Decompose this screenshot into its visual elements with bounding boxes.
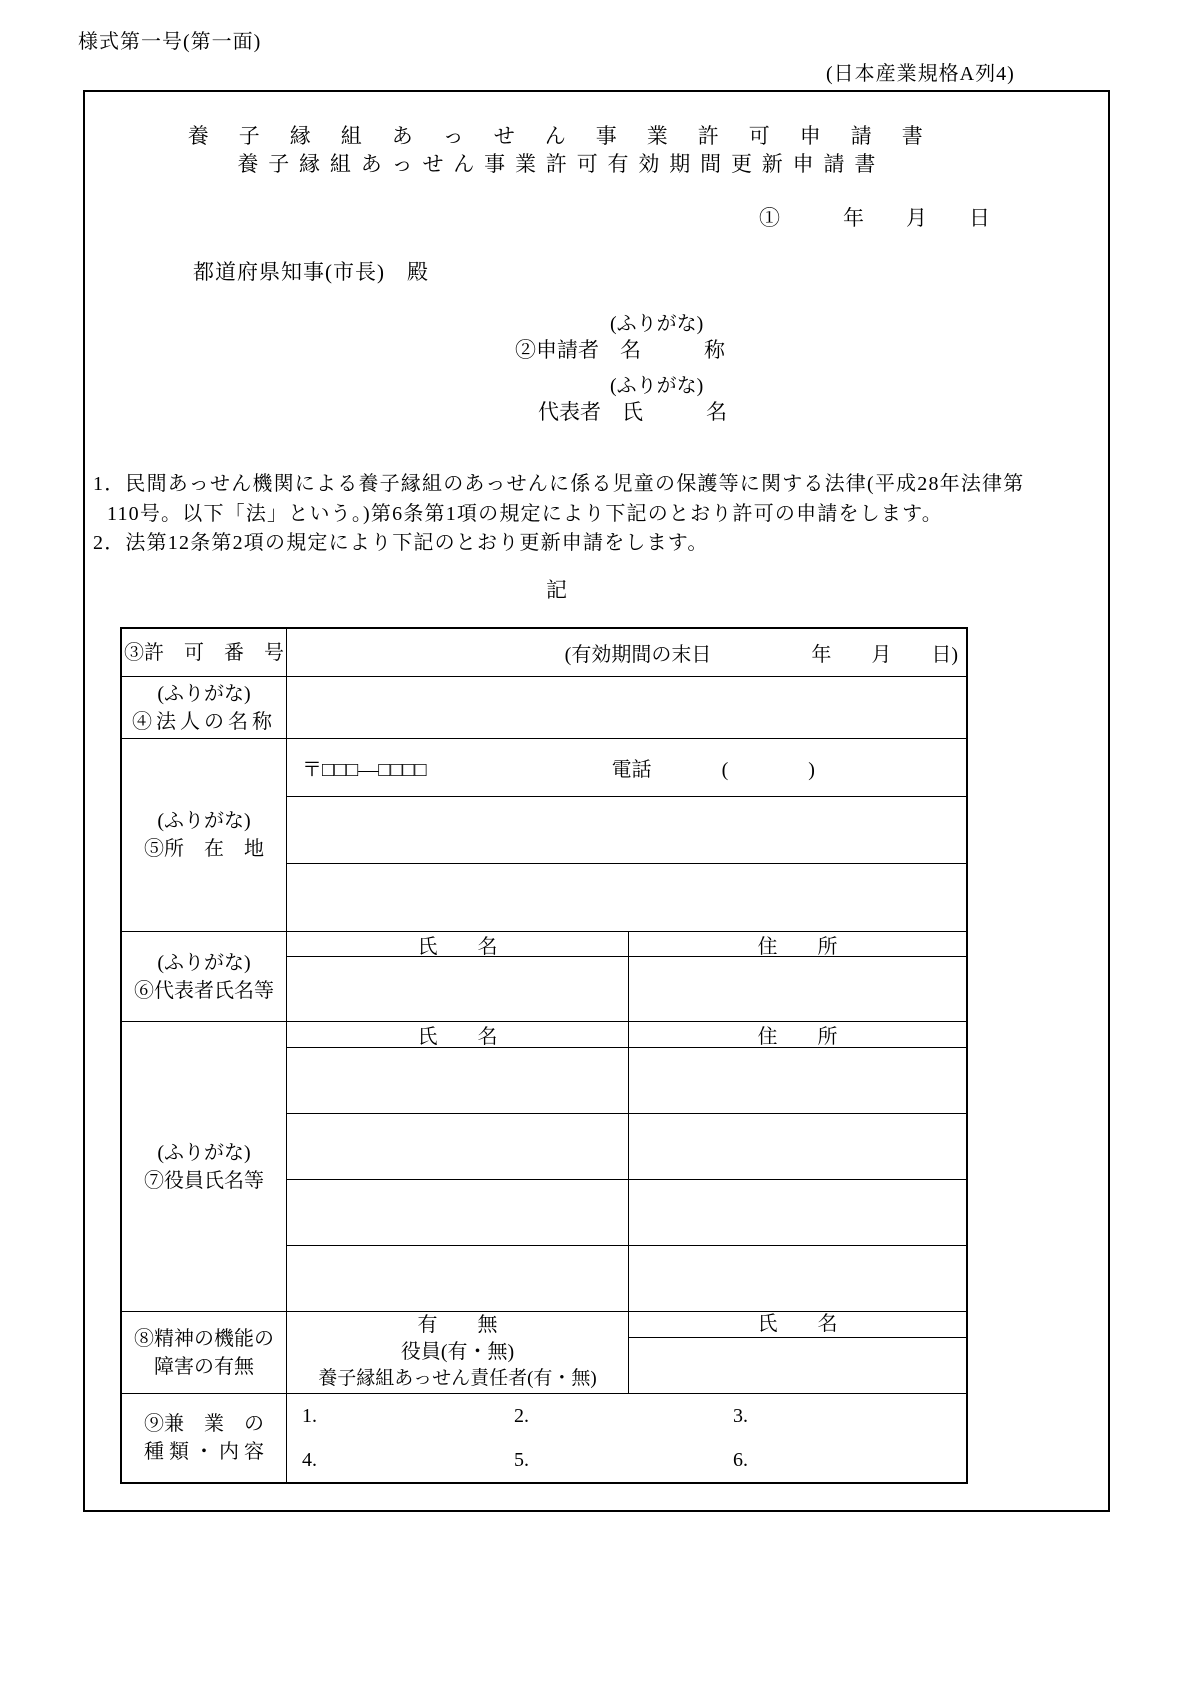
representative-cells: [287, 932, 966, 1021]
side-business-line-1: [287, 1394, 966, 1438]
officers-cells: [287, 1022, 966, 1311]
side-business-item-2: 2.: [514, 1404, 529, 1427]
mental-impairment-label-line2: 障害の有無: [154, 1355, 254, 1378]
row-representative: [122, 932, 966, 1022]
representative-name-label: 代表者 氏 名: [538, 400, 727, 424]
officers-data-row-1: [287, 1048, 966, 1114]
row-officers: [122, 1022, 966, 1312]
form-title-application: 養 子 縁 組 あ っ せ ん 事 業 許 可 申 請 書: [187, 124, 928, 148]
side-business-line-2: [287, 1438, 966, 1482]
officer-address-cell: [629, 1246, 966, 1311]
officer-name-cell: [287, 1048, 629, 1113]
form-title-renewal: 養 子 縁 組 あ っ せ ん 事 業 許 可 有 効 期 間 更 新 申 請 書: [237, 152, 878, 176]
date-line: ① 年 月 日: [759, 206, 990, 230]
row-corporation-name: [122, 677, 966, 739]
corporation-furigana-text: (ふりがな): [157, 682, 251, 705]
representative-data-row: [287, 957, 966, 1021]
address-blank-line-2: [287, 864, 966, 931]
form-border-box: [83, 90, 1110, 1512]
officers-name-header: [287, 1022, 629, 1047]
officers-address-header: [629, 1022, 966, 1047]
officer-presence-text: 役員(有・無): [400, 1341, 515, 1363]
row-permit-number: [122, 629, 966, 677]
representative-name-header-text: 氏 名: [417, 935, 498, 958]
corporation-name-label: [122, 677, 287, 738]
officer-address-cell: [629, 1114, 966, 1179]
officers-name-header-text: 氏 名: [417, 1026, 498, 1048]
side-business-label-line1: ⑨兼 業 の: [144, 1413, 264, 1435]
mental-name-header-text: 氏 名: [629, 1312, 966, 1338]
side-business-item-1: 1.: [302, 1404, 317, 1427]
corporation-name-label-text: ④法人の名称: [132, 710, 276, 733]
permit-number-label-text: ③許 可 番 号: [124, 641, 284, 664]
statement-item1-line2: 110号。以下「法」という。)第6条第1項の規定により下記のとおり許可の申請をします。: [107, 503, 943, 525]
mental-name-column: [629, 1312, 966, 1393]
statement-item1-line1: 1．民間あっせん機関による養子縁組のあっせんに係る児童の保護等に関する法律(平成28年法律第: [93, 473, 1025, 495]
applicant-name-label: ②申請者 名 称: [515, 338, 725, 362]
address-label: [122, 739, 287, 931]
permit-number-cell: [287, 629, 966, 676]
representative-address-cell: [629, 957, 966, 1021]
side-business-item-4: 4.: [302, 1448, 317, 1471]
officer-address-cell: [629, 1180, 966, 1245]
officer-address-cell: [629, 1048, 966, 1113]
mental-name-cell: [629, 1338, 966, 1393]
form-number-heading: 様式第一号(第一面): [78, 31, 262, 53]
representative-furigana-text: (ふりがな): [157, 951, 251, 974]
phone-parentheses: ( ): [721, 759, 815, 781]
representative-name-cell: [287, 957, 629, 1021]
validity-end-date-text: (有効期間の末日 年 月 日): [564, 644, 958, 666]
mental-presence-cell: [287, 1312, 629, 1393]
officer-name-cell: [287, 1114, 629, 1179]
side-business-item-5: 5.: [514, 1448, 529, 1471]
representative-row-label-text: ⑥代表者氏名等: [134, 979, 274, 1002]
postal-phone-cell: [287, 739, 966, 797]
row-mental-impairment: [122, 1312, 966, 1394]
side-business-cells: [287, 1394, 966, 1482]
side-business-item-3: 3.: [733, 1404, 748, 1427]
officers-data-row-3: [287, 1180, 966, 1246]
representative-row-label: [122, 932, 287, 1021]
representative-furigana-label: (ふりがな): [610, 375, 704, 397]
application-table: [120, 627, 968, 1484]
representative-address-header-text: 住 所: [757, 935, 838, 958]
address-blank-line-1: [287, 797, 966, 864]
officer-name-cell: [287, 1180, 629, 1245]
ki-heading: 記: [546, 578, 567, 602]
responsible-person-presence-text: 養子縁組あっせん責任者(有・無): [318, 1368, 597, 1389]
address-cells: [287, 739, 966, 931]
representative-name-header: [287, 932, 629, 956]
officers-furigana-text: (ふりがな): [157, 1141, 251, 1164]
officers-row-label-text: ⑦役員氏名等: [144, 1169, 264, 1192]
presence-header-text: 有 無: [417, 1314, 498, 1336]
statement-item2: 2．法第12条第2項の規定により下記のとおり更新申請をします。: [93, 532, 709, 554]
jis-standard-note: (日本産業規格A列4): [826, 63, 1015, 85]
mental-impairment-cells: [287, 1312, 966, 1393]
applicant-furigana-label: (ふりがな): [610, 313, 704, 335]
corporation-name-cell: [287, 677, 966, 738]
officers-header-row: [287, 1022, 966, 1048]
addressee-line: 都道府県知事(市長) 殿: [193, 260, 429, 284]
representative-address-header: [629, 932, 966, 956]
mental-impairment-label-line1: ⑧精神の機能の: [134, 1327, 274, 1350]
row-address: [122, 739, 966, 932]
phone-label: 電話: [611, 759, 652, 781]
officers-data-row-2: [287, 1114, 966, 1180]
address-label-text: ⑤所 在 地: [144, 838, 264, 860]
postal-code-boxes: 〒□□□―□□□□: [302, 759, 427, 781]
side-business-label: [122, 1394, 287, 1482]
side-business-label-line2: 種 類 ・ 内 容: [144, 1441, 264, 1463]
permit-number-label: [122, 629, 287, 676]
officer-name-cell: [287, 1246, 629, 1311]
side-business-item-6: 6.: [733, 1448, 748, 1471]
officers-address-header-text: 住 所: [757, 1026, 838, 1048]
officers-data-row-4: [287, 1246, 966, 1311]
representative-header-row: [287, 932, 966, 957]
row-side-business: [122, 1394, 966, 1482]
address-furigana-text: (ふりがな): [157, 810, 251, 832]
mental-impairment-label: [122, 1312, 287, 1393]
officers-row-label: [122, 1022, 287, 1311]
